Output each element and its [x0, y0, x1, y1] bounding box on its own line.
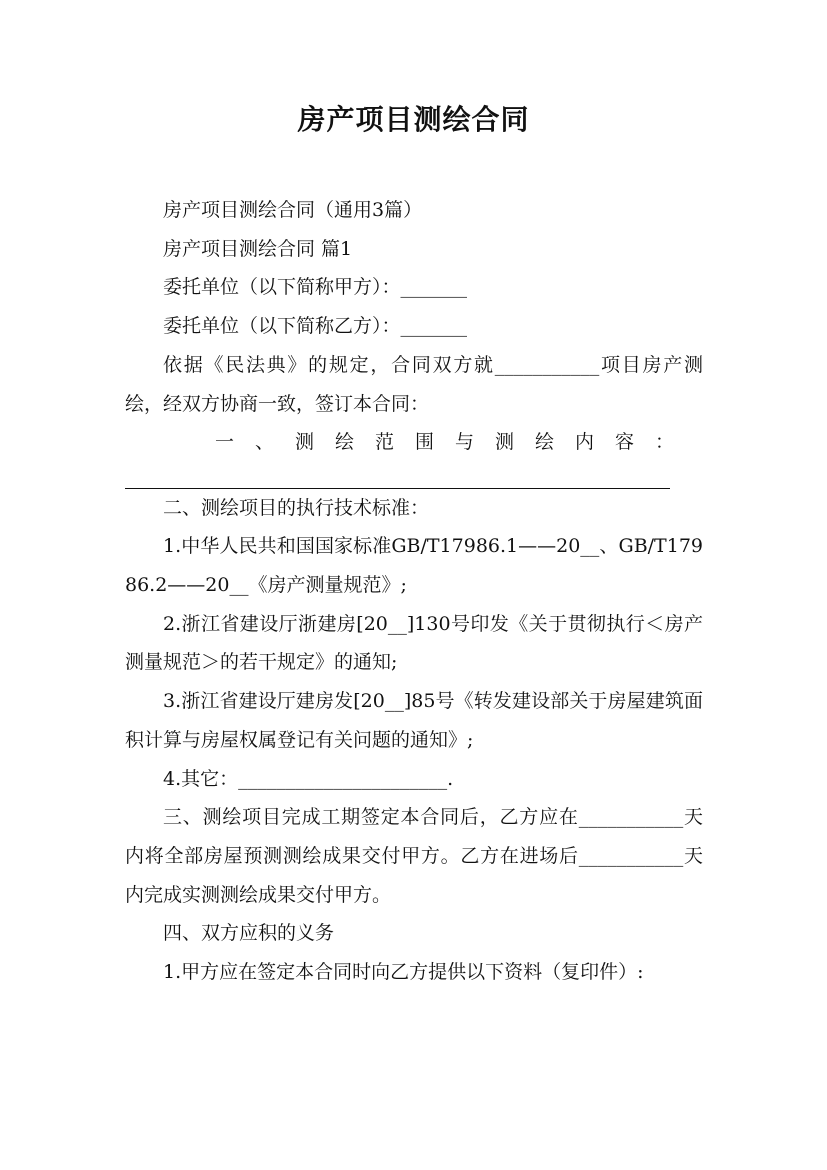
paragraph-standard-2: 2.浙江省建设厅浙建房[20__]130号印发《关于贯彻执行＜房产测量规范＞的若干规定》的通知;: [125, 612, 703, 674]
paragraph-party-a: 委托单位（以下简称甲方）：_______: [163, 276, 468, 299]
paragraph-standard-3: 3.浙江省建设厅建房发[20__]85号《转发建设部关于房屋建筑面积计算与房屋权属登记有关问题的通知》;: [125, 690, 703, 751]
paragraph-schedule: 三、测绘项目完成工期签定本合同后，乙方应在___________天内将全部房屋预测测绘成果交付甲方。乙方在进场后___________天内完成实测测绘成果交付甲方。: [125, 806, 703, 906]
scope-heading-text: 一、测绘范围与测绘内容：: [215, 431, 696, 454]
paragraph-standard-4: 4.其它：______________________.: [163, 767, 454, 790]
paragraph-standard-1: 1.中华人民共和国国家标准GB/T17986.1——20__、GB/T17986.2——20__《房产测量规范》;: [125, 535, 703, 597]
paragraph-obligation-1: 1.甲方应在签定本合同时向乙方提供以下资料（复印件）:: [163, 961, 644, 984]
paragraph-standards-heading: 二、测绘项目的执行技术标准：: [163, 496, 430, 519]
paragraph-basis: 依据《民法典》的规定，合同双方就___________项目房产测绘，经双方协商一致，签订本合同：: [125, 353, 703, 415]
document-body: [125, 191, 703, 992]
document-title: 房产项目测绘合同: [297, 103, 530, 136]
paragraph-obligations-heading: 四、双方应积的义务: [163, 922, 335, 945]
paragraph-subtitle: 房产项目测绘合同（通用3篇）: [163, 199, 423, 221]
paragraph-party-b: 委托单位（以下简称乙方）：_______: [163, 315, 468, 338]
paragraph-section-heading: 房产项目测绘合同 篇1: [163, 237, 353, 260]
